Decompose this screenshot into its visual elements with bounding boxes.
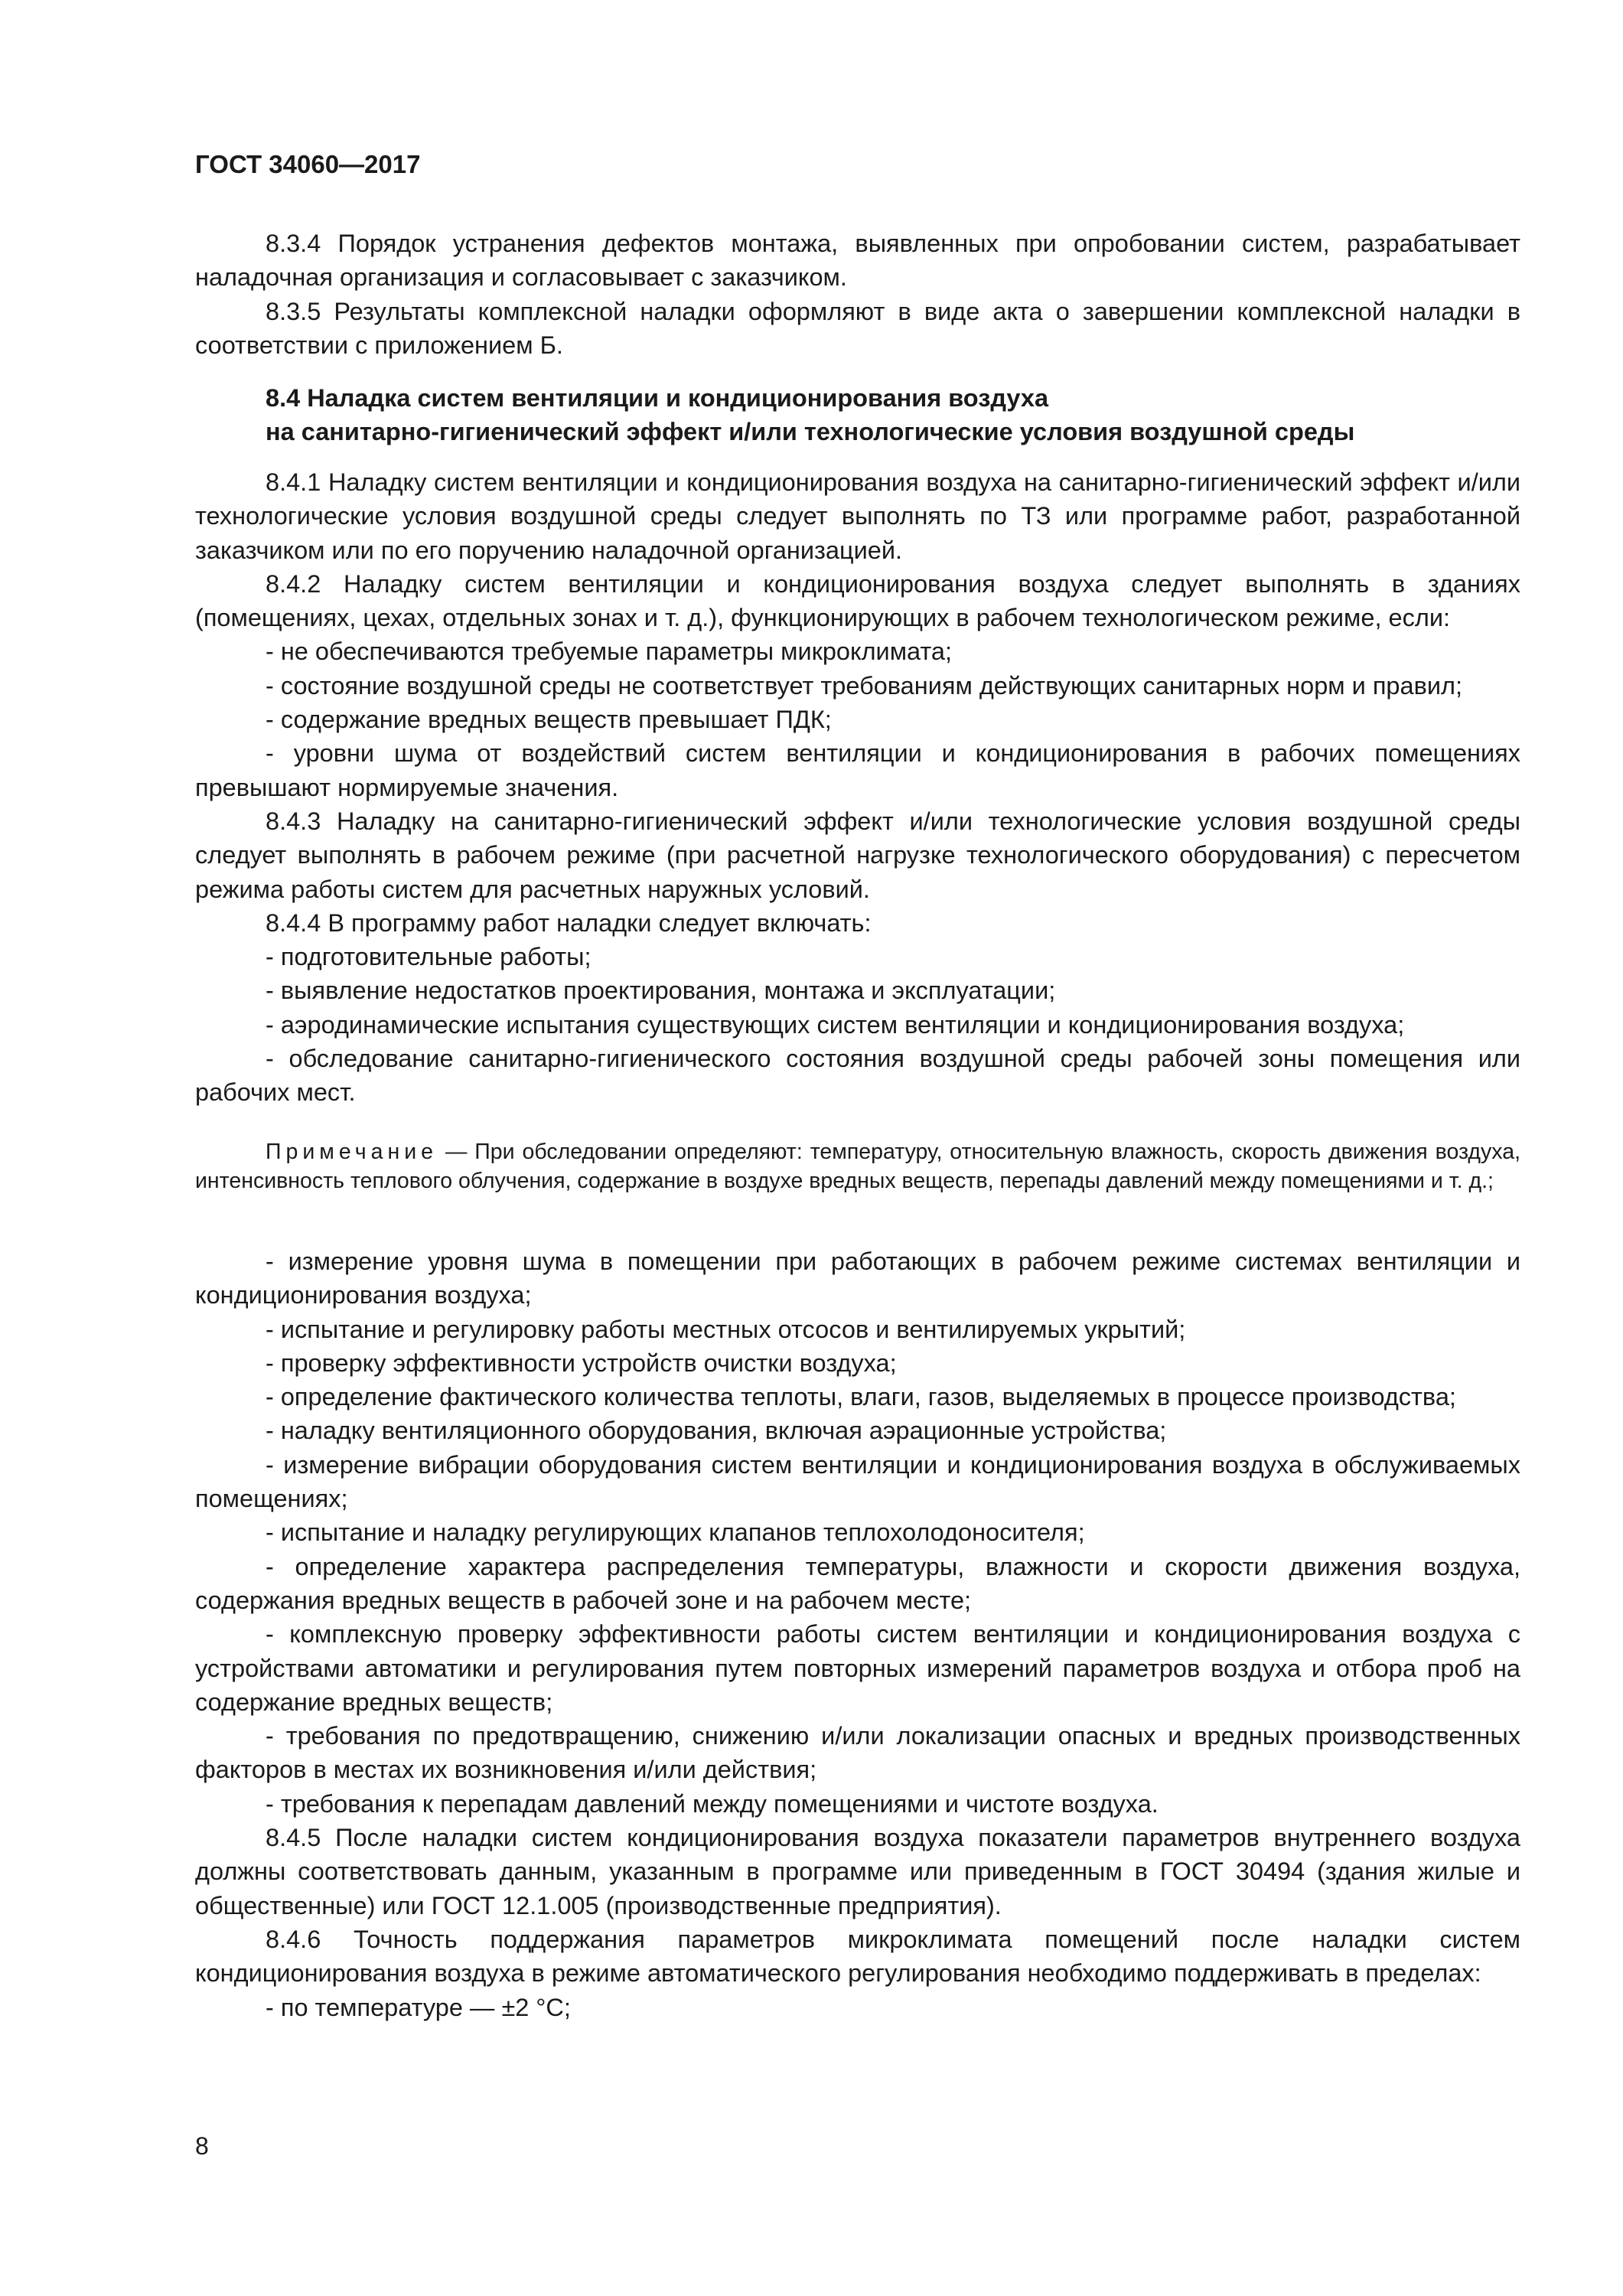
paragraph: 8.3.5 Результаты комплексной наладки оформляют в виде акта о завершении комплексной наладки в соответствии с приложением Б. (195, 297, 1520, 359)
list-item: - не обеспечиваются требуемые параметры микроклимата; (266, 638, 953, 666)
list-item: - выявление недостатков проектирования, монтажа и эксплуатации; (266, 977, 1056, 1005)
note-text: — При обследовании определяют: температуру, относительную влажность, скорость движения воздуха, интенсивность теплового облучения, содержание в воздухе вредных веществ, перепады давлений между помещениями и т. д.; (195, 1140, 1520, 1193)
list-item: - испытание и наладку регулирующих клапанов теплохолодоносителя; (266, 1518, 1085, 1547)
section-8-4-list-continued (195, 1244, 1520, 2024)
note-label: Примечание (266, 1140, 438, 1164)
list-item: - аэродинамические испытания существующих систем вентиляции и кондиционирования воздуха; (266, 1010, 1405, 1039)
list-item: - по температуре — ±2 °С; (266, 1993, 571, 2021)
list-item: - проверку эффективности устройств очистки воздуха; (266, 1349, 897, 1377)
note (195, 1137, 1520, 1195)
paragraph: 8.4.1 Наладку систем вентиляции и кондиционирования воздуха на санитарно-гигиенический эффект и/или технологические условия воздушной среды следует выполнять по ТЗ или программе работ, разработанной заказчиком или по его поручению наладочной организацией. (195, 468, 1520, 564)
section-title-line: 8.4 Наладка систем вентиляции и кондиционирования воздуха (266, 384, 1049, 412)
list-item: - комплексную проверку эффективности работы систем вентиляции и кондиционирования воздуха с устройствами автоматики и регулирования путем повторных измерений параметров воздуха и отбора проб на содержание вредных веществ; (195, 1620, 1520, 1716)
section-title-line: на санитарно-гигиенический эффект и/или технологические условия воздушной среды (266, 418, 1355, 446)
paragraph: 8.4.2 Наладку систем вентиляции и кондиционирования воздуха следует выполнять в зданиях (помещениях, цехах, отдельных зонах и т. д.), функционирующих в рабочем технологическом режиме, если: (195, 569, 1520, 632)
list-item: - требования к перепадам давлений между помещениями и чистоте воздуха. (266, 1789, 1159, 1818)
list-item: - определение фактического количества теплоты, влаги, газов, выделяемых в процессе производства; (266, 1383, 1456, 1411)
paragraph: 8.4.4 В программу работ наладки следует включать: (266, 908, 872, 937)
paragraph: 8.3.4 Порядок устранения дефектов монтажа, выявленных при опробовании систем, разрабатывает наладочная организация и согласовывает с заказчиком. (195, 230, 1520, 292)
list-item: - уровни шума от воздействий систем вентиляции и кондиционирования в рабочих помещениях превышают нормируемые значения. (195, 739, 1520, 801)
list-item: - испытание и регулировку работы местных отсосов и вентилируемых укрытий; (266, 1315, 1186, 1343)
paragraph: 8.4.3 Наладку на санитарно-гигиенический эффект и/или технологические условия воздушной среды следует выполнять в рабочем режиме (при расчетной нагрузке технологического оборудования) с пересчетом режима работы систем для расчетных наружных условий. (195, 807, 1520, 903)
list-item: - содержание вредных веществ превышает ПДК; (266, 706, 832, 734)
paragraph: 8.4.6 Точность поддержания параметров микроклимата помещений после наладки систем кондиционирования воздуха в режиме автоматического регулирования необходимо поддерживать в пределах: (195, 1925, 1520, 1988)
list-item: - требования по предотвращению, снижению и/или локализации опасных и вредных производственных факторов в местах их возникновения и/или действия; (195, 1722, 1520, 1784)
list-item: - подготовительные работы; (266, 943, 592, 971)
list-item: - наладку вентиляционного оборудования, включая аэрационные устройства; (266, 1417, 1167, 1445)
section-8-3-text (195, 227, 1520, 362)
list-item: - определение характера распределения температуры, влажности и скорости движения воздуха, содержания вредных веществ в рабочей зоне и на рабочем месте; (195, 1552, 1520, 1614)
section-8-4-text (195, 465, 1520, 1110)
list-item: - обследование санитарно-гигиенического состояния воздушной среды рабочей зоны помещения или рабочих мест. (195, 1045, 1520, 1107)
paragraph: 8.4.5 После наладки систем кондиционирования воздуха показатели параметров внутреннего воздуха должны соответствовать данным, указанным в программе или приведенным в ГОСТ 30494 (здания жилые и общественные) или ГОСТ 12.1.005 (производственные предприятия). (195, 1824, 1520, 1919)
document-header: ГОСТ 34060—2017 (195, 150, 421, 178)
list-item: - измерение вибрации оборудования систем вентиляции и кондиционирования воздуха в обслуживаемых помещениях; (195, 1450, 1520, 1513)
page-number: 8 (195, 2132, 209, 2160)
section-heading (195, 381, 1520, 449)
list-item: - состояние воздушной среды не соответствует требованиям действующих санитарных норм и правил; (266, 671, 1462, 700)
list-item: - измерение уровня шума в помещении при работающих в рабочем режиме системах вентиляции и кондиционирования воздуха; (195, 1247, 1520, 1309)
